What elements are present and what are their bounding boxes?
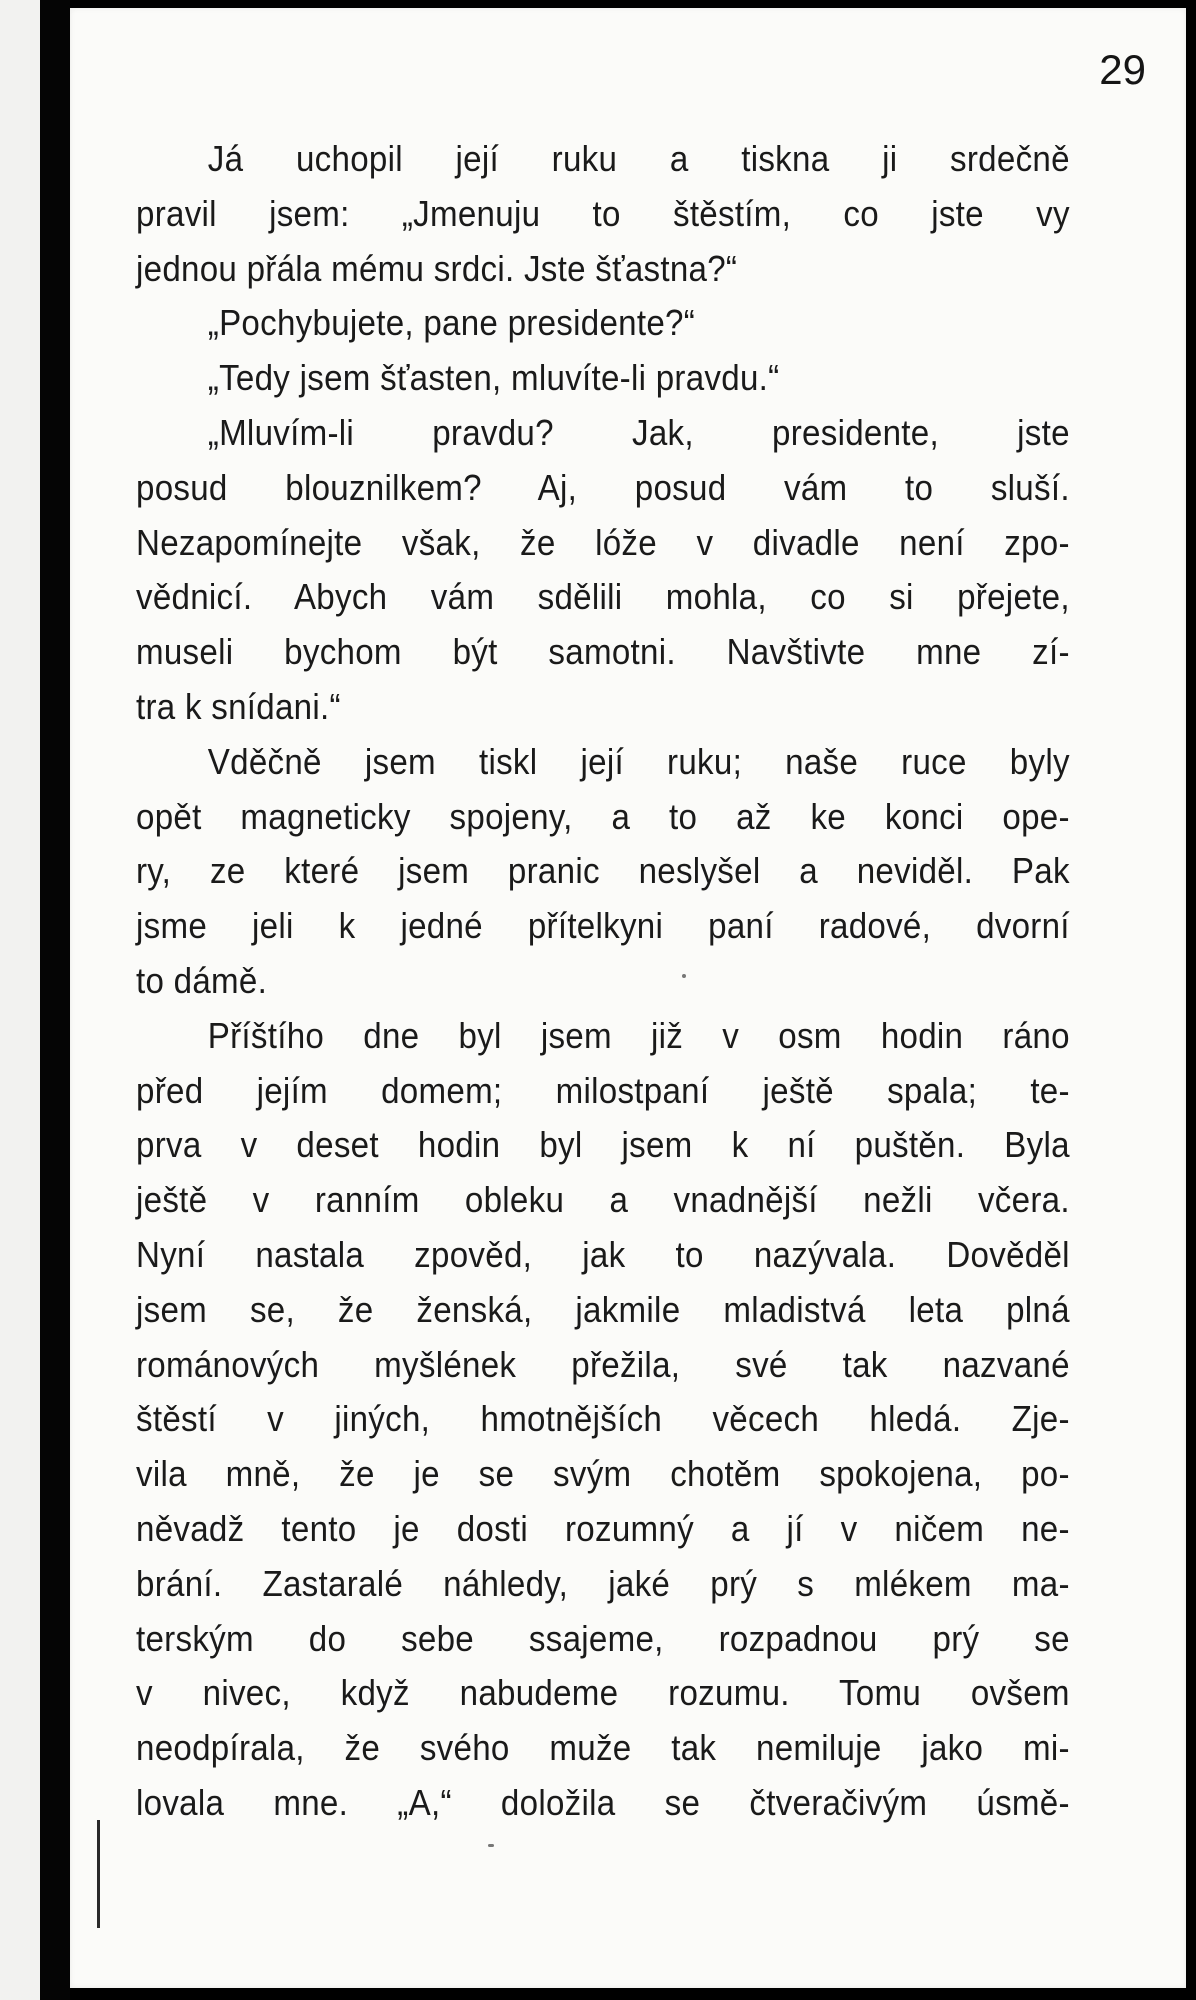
text-line: před jejím domem; milostpaní ještě spala; te- — [136, 1069, 1070, 1111]
text-line: něvadž tento je dosti rozumný a jí v ničem ne- — [136, 1507, 1070, 1549]
adjacent-page-edge — [0, 0, 40, 2000]
margin-edge-mark — [97, 1820, 100, 1928]
text-line: Nyní nastala zpověd, jak to nazývala. Dověděl — [136, 1233, 1070, 1275]
text-line: jsme jeli k jedné přítelkyni paní radové, dvorní — [136, 905, 1070, 947]
text-line: to dámě. — [136, 959, 268, 1001]
text-line: posud blouznilkem? Aj, posud vám to sluší. — [136, 466, 1070, 508]
text-line: v nivec, když nabudeme rozumu. Tomu ovšem — [136, 1672, 1070, 1714]
text-line: „Tedy jsem šťasten, mluvíte-li pravdu.“ — [207, 357, 780, 399]
text-line: tra k snídani.“ — [136, 685, 341, 727]
text-line: opět magneticky spojeny, a to až ke konci ope- — [136, 795, 1070, 837]
text-line: ry, ze které jsem pranic neslyšel a neviděl. Pak — [136, 850, 1070, 892]
book-page — [70, 8, 1186, 1988]
text-line: prva v deset hodin byl jsem k ní puštěn. Byla — [136, 1124, 1070, 1166]
speck-mark — [488, 1844, 494, 1847]
text-line: „Mluvím-li pravdu? Jak, presidente, jste — [207, 411, 1070, 453]
speck-mark — [682, 974, 686, 978]
text-line: vila mně, že je se svým chotěm spokojena, po- — [136, 1453, 1070, 1495]
text-line: brání. Zastaralé náhledy, jaké prý s mlékem ma- — [136, 1562, 1070, 1604]
text-line: pravil jsem: „Jmenuju to štěstím, co jste vy — [136, 192, 1070, 234]
text-line: vědnicí. Abych vám sdělili mohla, co si přejete, — [136, 576, 1070, 618]
text-line: ještě v ranním obleku a vnadnější nežli včera. — [136, 1179, 1070, 1221]
text-line: štěstí v jiných, hmotnějších věcech hledá. Zje- — [136, 1398, 1070, 1440]
page-text-block — [136, 132, 1070, 1831]
text-line: lovala mne. „A,“ doložila se čtveračivým úsmě- — [136, 1781, 1070, 1823]
text-line: Příštího dne byl jsem již v osm hodin ráno — [207, 1014, 1070, 1056]
scan-gutter — [40, 0, 70, 2000]
text-line: museli bychom být samotni. Navštivte mne zí- — [136, 631, 1070, 673]
text-line: terským do sebe ssajeme, rozpadnou prý se — [136, 1617, 1070, 1659]
text-line: „Pochybujete, pane presidente?“ — [207, 302, 696, 344]
text-line: Nezapomínejte však, že lóže v divadle není zpo- — [136, 521, 1070, 563]
text-line: Vděčně jsem tiskl její ruku; naše ruce byly — [207, 740, 1070, 782]
page-number: 29 — [1099, 46, 1146, 93]
text-line: neodpírala, že svého muže tak nemiluje jako mi- — [136, 1727, 1070, 1769]
text-line: jsem se, že ženská, jakmile mladistvá leta plná — [136, 1288, 1070, 1330]
text-line: Já uchopil její ruku a tiskna ji srdečně — [207, 138, 1070, 179]
text-line: jednou přála mému srdci. Jste šťastna?“ — [136, 247, 738, 289]
text-line: románových myšlének přežila, své tak nazvané — [136, 1343, 1070, 1385]
